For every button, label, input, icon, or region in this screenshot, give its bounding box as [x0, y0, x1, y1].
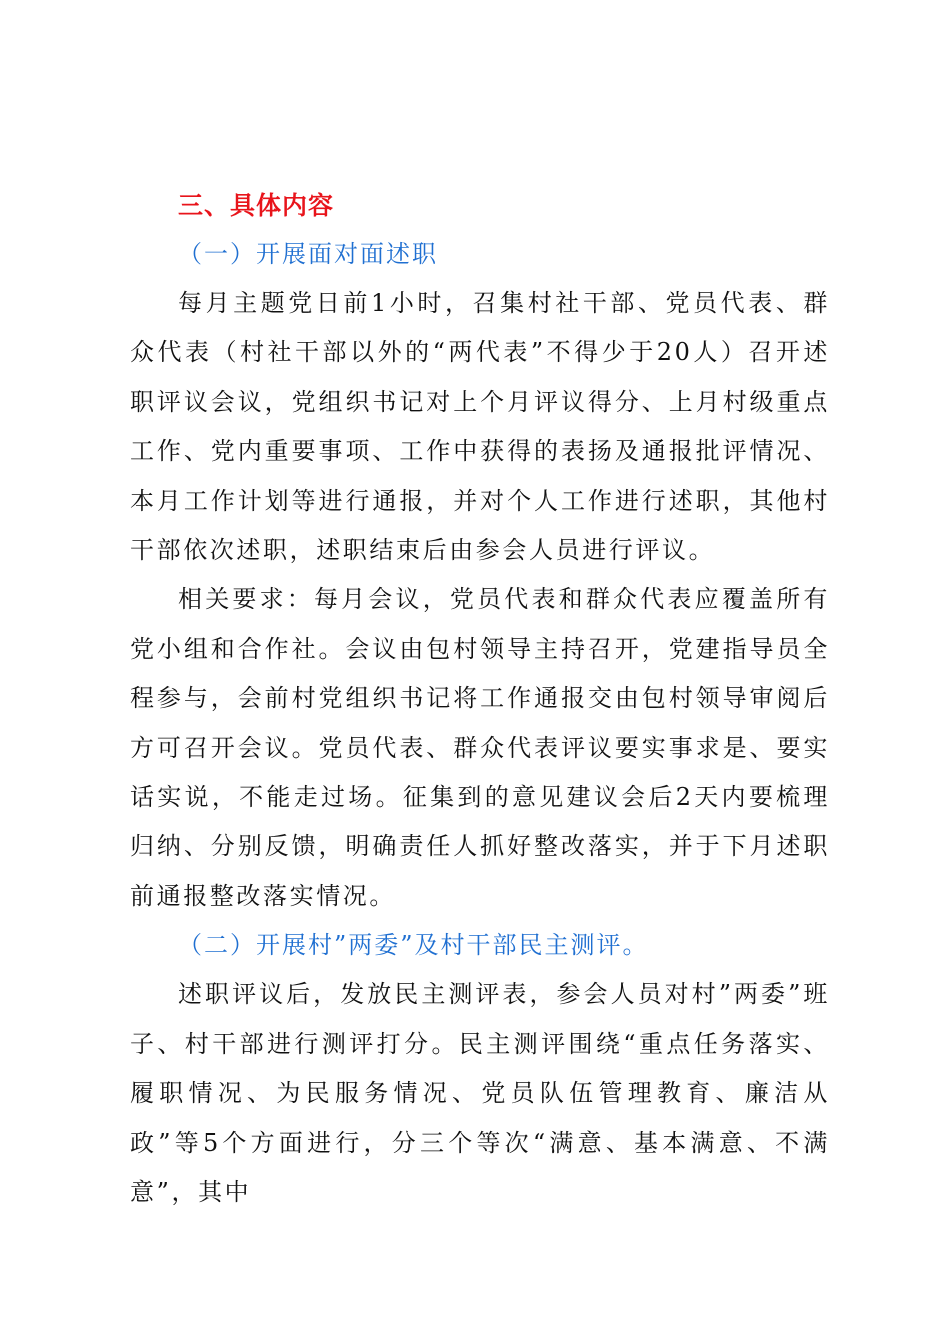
subsection-heading-1: （一）开展面对面述职: [178, 240, 438, 268]
paragraph-democratic-evaluation: 述职评议后，发放民主测评表，参会人员对村”两委”班子、村干部进行测评打分。民主测评围绕“重点任务落实、履职情况、为民服务情况、党员队伍管理教育、廉洁从政”等5个方面进行，分三个等次“满意、基本满意、不满意”，其中: [130, 980, 830, 1206]
subsection-heading-2: （二）开展村”两委”及村干部民主测评。: [178, 931, 649, 960]
document-body: [130, 182, 830, 1217]
section-heading: 三、具体内容: [178, 191, 335, 220]
paragraph-monthly-report: 每月主题党日前1小时，召集村社干部、党员代表、群众代表（村社干部以外的“两代表”不得少于20人）召开述职评议会议，党组织书记对上个月评议得分、上月村级重点工作、党内重要事项、工作中获得的表扬及通报批评情况、本月工作计划等进行通报，并对个人工作进行述职，其他村干部依次述职，述职结束后由参会人员进行评议。: [130, 289, 830, 565]
paragraph-requirements: 相关要求：每月会议，党员代表和群众代表应覆盖所有党小组和合作社。会议由包村领导主持召开，党建指导员全程参与，会前村党组织书记将工作通报交由包村领导审阅后方可召开会议。党员代表、群众代表评议要实事求是、要实话实说，不能走过场。征集到的意见建议会后2天内要梳理归纳、分别反馈，明确责任人抓好整改落实，并于下月述职前通报整改落实情况。: [130, 585, 830, 910]
